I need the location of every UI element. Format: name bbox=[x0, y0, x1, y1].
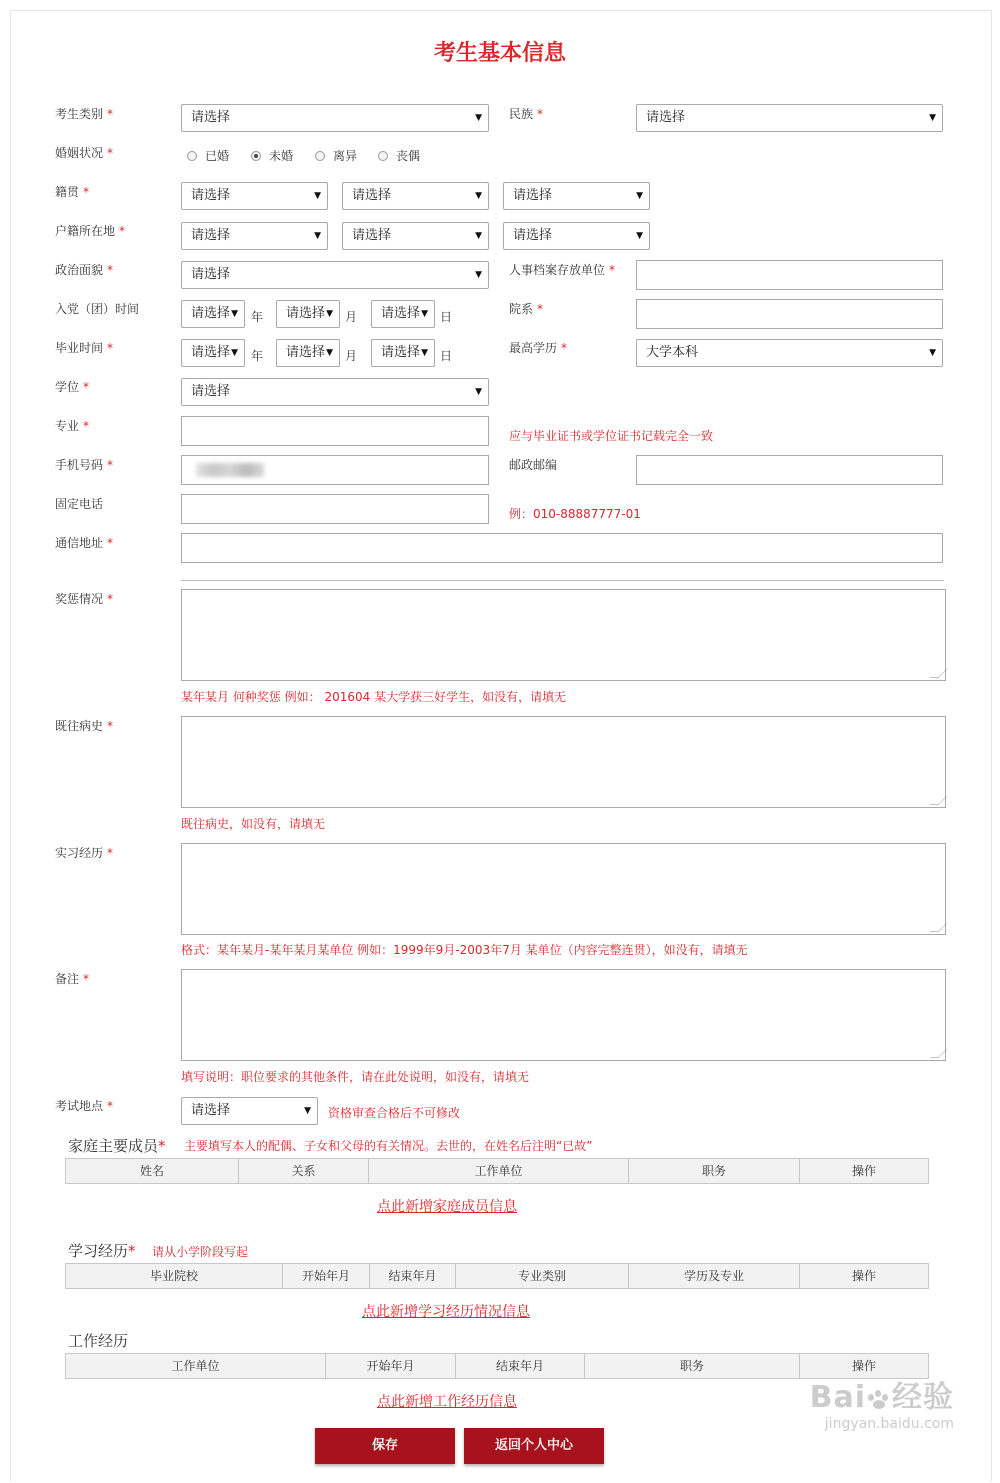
hukou-city-select[interactable]: 请选择 ▼ bbox=[342, 222, 489, 250]
family-col-name: 姓名 bbox=[66, 1159, 239, 1183]
chevron-down-icon: ▼ bbox=[636, 231, 643, 241]
medical-textarea[interactable] bbox=[181, 716, 946, 808]
awards-hint: 某年某月 何种奖惩 例如： 201604 某大学获三好学生，如没有，请填无 bbox=[181, 690, 567, 704]
native-county-select[interactable]: 请选择 ▼ bbox=[503, 182, 650, 210]
label-remark: 备注 * bbox=[55, 972, 90, 986]
radio-dot-icon bbox=[378, 151, 388, 161]
chevron-down-icon: ▼ bbox=[304, 1106, 311, 1116]
study-section-title: 学习经历* bbox=[68, 1242, 136, 1260]
chevron-down-icon: ▼ bbox=[475, 270, 482, 280]
label-education: 最高学历 * bbox=[509, 341, 568, 355]
chevron-down-icon: ▼ bbox=[475, 113, 482, 123]
phone-input[interactable] bbox=[181, 494, 489, 524]
internship-hint: 格式：某年某月-某年某月某单位 例如：1999年9月-2003年7月 某单位（内容完整连贯），如没有，请填无 bbox=[181, 943, 748, 957]
grad-month-select[interactable]: 请选择 ▼ bbox=[276, 339, 340, 367]
work-section-title: 工作经历 bbox=[68, 1332, 129, 1350]
add-work-link[interactable]: 点此新增工作经历信息 bbox=[377, 1394, 517, 1410]
label-graduation: 毕业时间 * bbox=[55, 341, 114, 355]
label-mobile: 手机号码 * bbox=[55, 458, 114, 472]
family-note: 主要填写本人的配偶、子女和父母的有关情况。去世的，在姓名后注明“已故” bbox=[184, 1139, 593, 1153]
label-ethnicity: 民族 * bbox=[509, 107, 544, 121]
exam-site-select[interactable]: 请选择 ▼ bbox=[181, 1097, 318, 1125]
resize-grip-icon[interactable] bbox=[930, 796, 948, 805]
resize-grip-icon[interactable] bbox=[930, 669, 948, 678]
postcode-input[interactable] bbox=[636, 455, 943, 485]
label-hukou: 户籍所在地 * bbox=[55, 224, 126, 238]
radio-unmarried[interactable]: 未婚 bbox=[251, 147, 293, 164]
add-family-link[interactable]: 点此新增家庭成员信息 bbox=[377, 1199, 517, 1215]
address-input[interactable] bbox=[181, 533, 943, 563]
medical-hint: 既往病史，如没有，请填无 bbox=[181, 817, 326, 831]
unit-month: 月 bbox=[345, 310, 358, 324]
phone-hint: 例：010-88887777-01 bbox=[509, 507, 641, 521]
chevron-down-icon: ▼ bbox=[314, 231, 321, 241]
unit-day: 日 bbox=[440, 349, 453, 363]
divider bbox=[181, 580, 944, 581]
hukou-county-select[interactable]: 请选择 ▼ bbox=[503, 222, 650, 250]
save-button[interactable]: 保存 bbox=[315, 1428, 455, 1464]
back-to-center-button[interactable]: 返回个人中心 bbox=[464, 1428, 604, 1464]
work-col-position: 职务 bbox=[585, 1354, 800, 1378]
resize-grip-icon[interactable] bbox=[930, 1049, 948, 1058]
remark-textarea[interactable] bbox=[181, 969, 946, 1061]
label-major: 专业 * bbox=[55, 419, 90, 433]
label-party: 入党（团）时间 bbox=[55, 302, 140, 316]
unit-year: 年 bbox=[251, 349, 264, 363]
study-col-category: 专业类别 bbox=[456, 1264, 629, 1288]
work-col-start: 开始年月 bbox=[326, 1354, 456, 1378]
chevron-down-icon: ▼ bbox=[475, 231, 482, 241]
unit-day: 日 bbox=[440, 310, 453, 324]
work-table-header bbox=[65, 1353, 929, 1379]
family-table-header bbox=[65, 1158, 929, 1184]
study-col-school: 毕业院校 bbox=[66, 1264, 283, 1288]
chevron-down-icon: ▼ bbox=[421, 309, 428, 319]
chevron-down-icon: ▼ bbox=[326, 309, 333, 319]
label-internship: 实习经历 * bbox=[55, 846, 114, 860]
chevron-down-icon: ▼ bbox=[475, 387, 482, 397]
study-col-action: 操作 bbox=[851, 1269, 876, 1283]
label-archive: 人事档案存放单位 * bbox=[509, 263, 616, 277]
page-title: 考生基本信息 bbox=[433, 41, 566, 66]
awards-textarea[interactable] bbox=[181, 589, 946, 681]
department-input[interactable] bbox=[636, 299, 943, 329]
label-degree: 学位 * bbox=[55, 380, 90, 394]
degree-select[interactable]: 请选择 ▼ bbox=[181, 378, 489, 406]
exam-site-hint: 资格审查合格后不可修改 bbox=[328, 1106, 461, 1120]
paw-icon bbox=[866, 1388, 892, 1410]
family-col-relation: 关系 bbox=[239, 1159, 369, 1183]
unit-year: 年 bbox=[251, 310, 264, 324]
education-select[interactable]: 大学本科 ▼ bbox=[636, 339, 943, 367]
label-category: 考生类别 * bbox=[55, 107, 114, 121]
chevron-down-icon: ▼ bbox=[314, 191, 321, 201]
label-department: 院系 * bbox=[509, 302, 544, 316]
label-awards: 奖惩情况 * bbox=[55, 592, 114, 606]
grad-year-select[interactable]: 请选择 ▼ bbox=[181, 339, 245, 367]
remark-hint: 填写说明：职位要求的其他条件，请在此处说明，如没有，请填无 bbox=[181, 1070, 530, 1084]
major-hint: 应与毕业证书或学位证书记载完全一致 bbox=[509, 429, 714, 443]
ethnicity-select[interactable]: 请选择 ▼ bbox=[636, 104, 943, 132]
radio-divorced[interactable]: 离异 bbox=[315, 147, 357, 164]
family-col-action: 操作 bbox=[851, 1164, 876, 1178]
radio-widowed[interactable]: 丧偶 bbox=[378, 147, 420, 164]
radio-dot-icon bbox=[187, 151, 197, 161]
study-col-degree-major: 学历及专业 bbox=[629, 1264, 800, 1288]
work-col-end: 结束年月 bbox=[456, 1354, 585, 1378]
chevron-down-icon: ▼ bbox=[636, 191, 643, 201]
unit-month: 月 bbox=[345, 349, 358, 363]
study-col-end: 结束年月 bbox=[370, 1264, 456, 1288]
resize-grip-icon[interactable] bbox=[930, 923, 948, 932]
chevron-down-icon: ▼ bbox=[929, 348, 936, 358]
label-native: 籍贯 * bbox=[55, 185, 90, 199]
category-select[interactable]: 请选择 ▼ bbox=[181, 104, 489, 132]
party-day-select[interactable]: 请选择 ▼ bbox=[371, 300, 435, 328]
study-table-header bbox=[65, 1263, 929, 1289]
chevron-down-icon: ▼ bbox=[231, 309, 238, 319]
chevron-down-icon: ▼ bbox=[326, 348, 333, 358]
study-col-start: 开始年月 bbox=[283, 1264, 370, 1288]
label-political: 政治面貌 * bbox=[55, 263, 114, 277]
label-phone: 固定电话 bbox=[55, 497, 104, 511]
native-province-select[interactable]: 请选择 ▼ bbox=[181, 182, 328, 210]
mobile-value-redacted bbox=[196, 463, 264, 477]
native-city-select[interactable]: 请选择 ▼ bbox=[342, 182, 489, 210]
study-note: 请从小学阶段写起 bbox=[152, 1245, 249, 1259]
hukou-province-select[interactable]: 请选择 ▼ bbox=[181, 222, 328, 250]
work-col-action: 操作 bbox=[851, 1359, 876, 1373]
major-input[interactable] bbox=[181, 416, 489, 446]
baidu-watermark: Bai 经验 jingyan.baidu.com bbox=[809, 1380, 954, 1432]
political-select[interactable]: 请选择 ▼ bbox=[181, 261, 489, 289]
family-section-title: 家庭主要成员* bbox=[68, 1137, 166, 1155]
label-marital: 婚姻状况 * bbox=[55, 146, 114, 160]
label-medical: 既往病史 * bbox=[55, 719, 114, 733]
radio-married[interactable]: 已婚 bbox=[187, 147, 229, 164]
radio-dot-checked-icon bbox=[251, 151, 261, 161]
work-col-employer: 工作单位 bbox=[66, 1354, 326, 1378]
family-col-position: 职务 bbox=[629, 1159, 800, 1183]
label-address: 通信地址 * bbox=[55, 536, 114, 550]
internship-textarea[interactable] bbox=[181, 843, 946, 935]
archive-input[interactable] bbox=[636, 260, 943, 290]
party-month-select[interactable]: 请选择 ▼ bbox=[276, 300, 340, 328]
grad-day-select[interactable]: 请选择 ▼ bbox=[371, 339, 435, 367]
add-study-link[interactable]: 点此新增学习经历情况信息 bbox=[362, 1304, 530, 1320]
radio-dot-icon bbox=[315, 151, 325, 161]
chevron-down-icon: ▼ bbox=[421, 348, 428, 358]
chevron-down-icon: ▼ bbox=[475, 191, 482, 201]
chevron-down-icon: ▼ bbox=[929, 113, 936, 123]
label-exam-site: 考试地点 * bbox=[55, 1099, 114, 1113]
chevron-down-icon: ▼ bbox=[231, 348, 238, 358]
party-year-select[interactable]: 请选择 ▼ bbox=[181, 300, 245, 328]
label-postcode: 邮政邮编 bbox=[509, 458, 558, 472]
family-col-employer: 工作单位 bbox=[369, 1159, 629, 1183]
